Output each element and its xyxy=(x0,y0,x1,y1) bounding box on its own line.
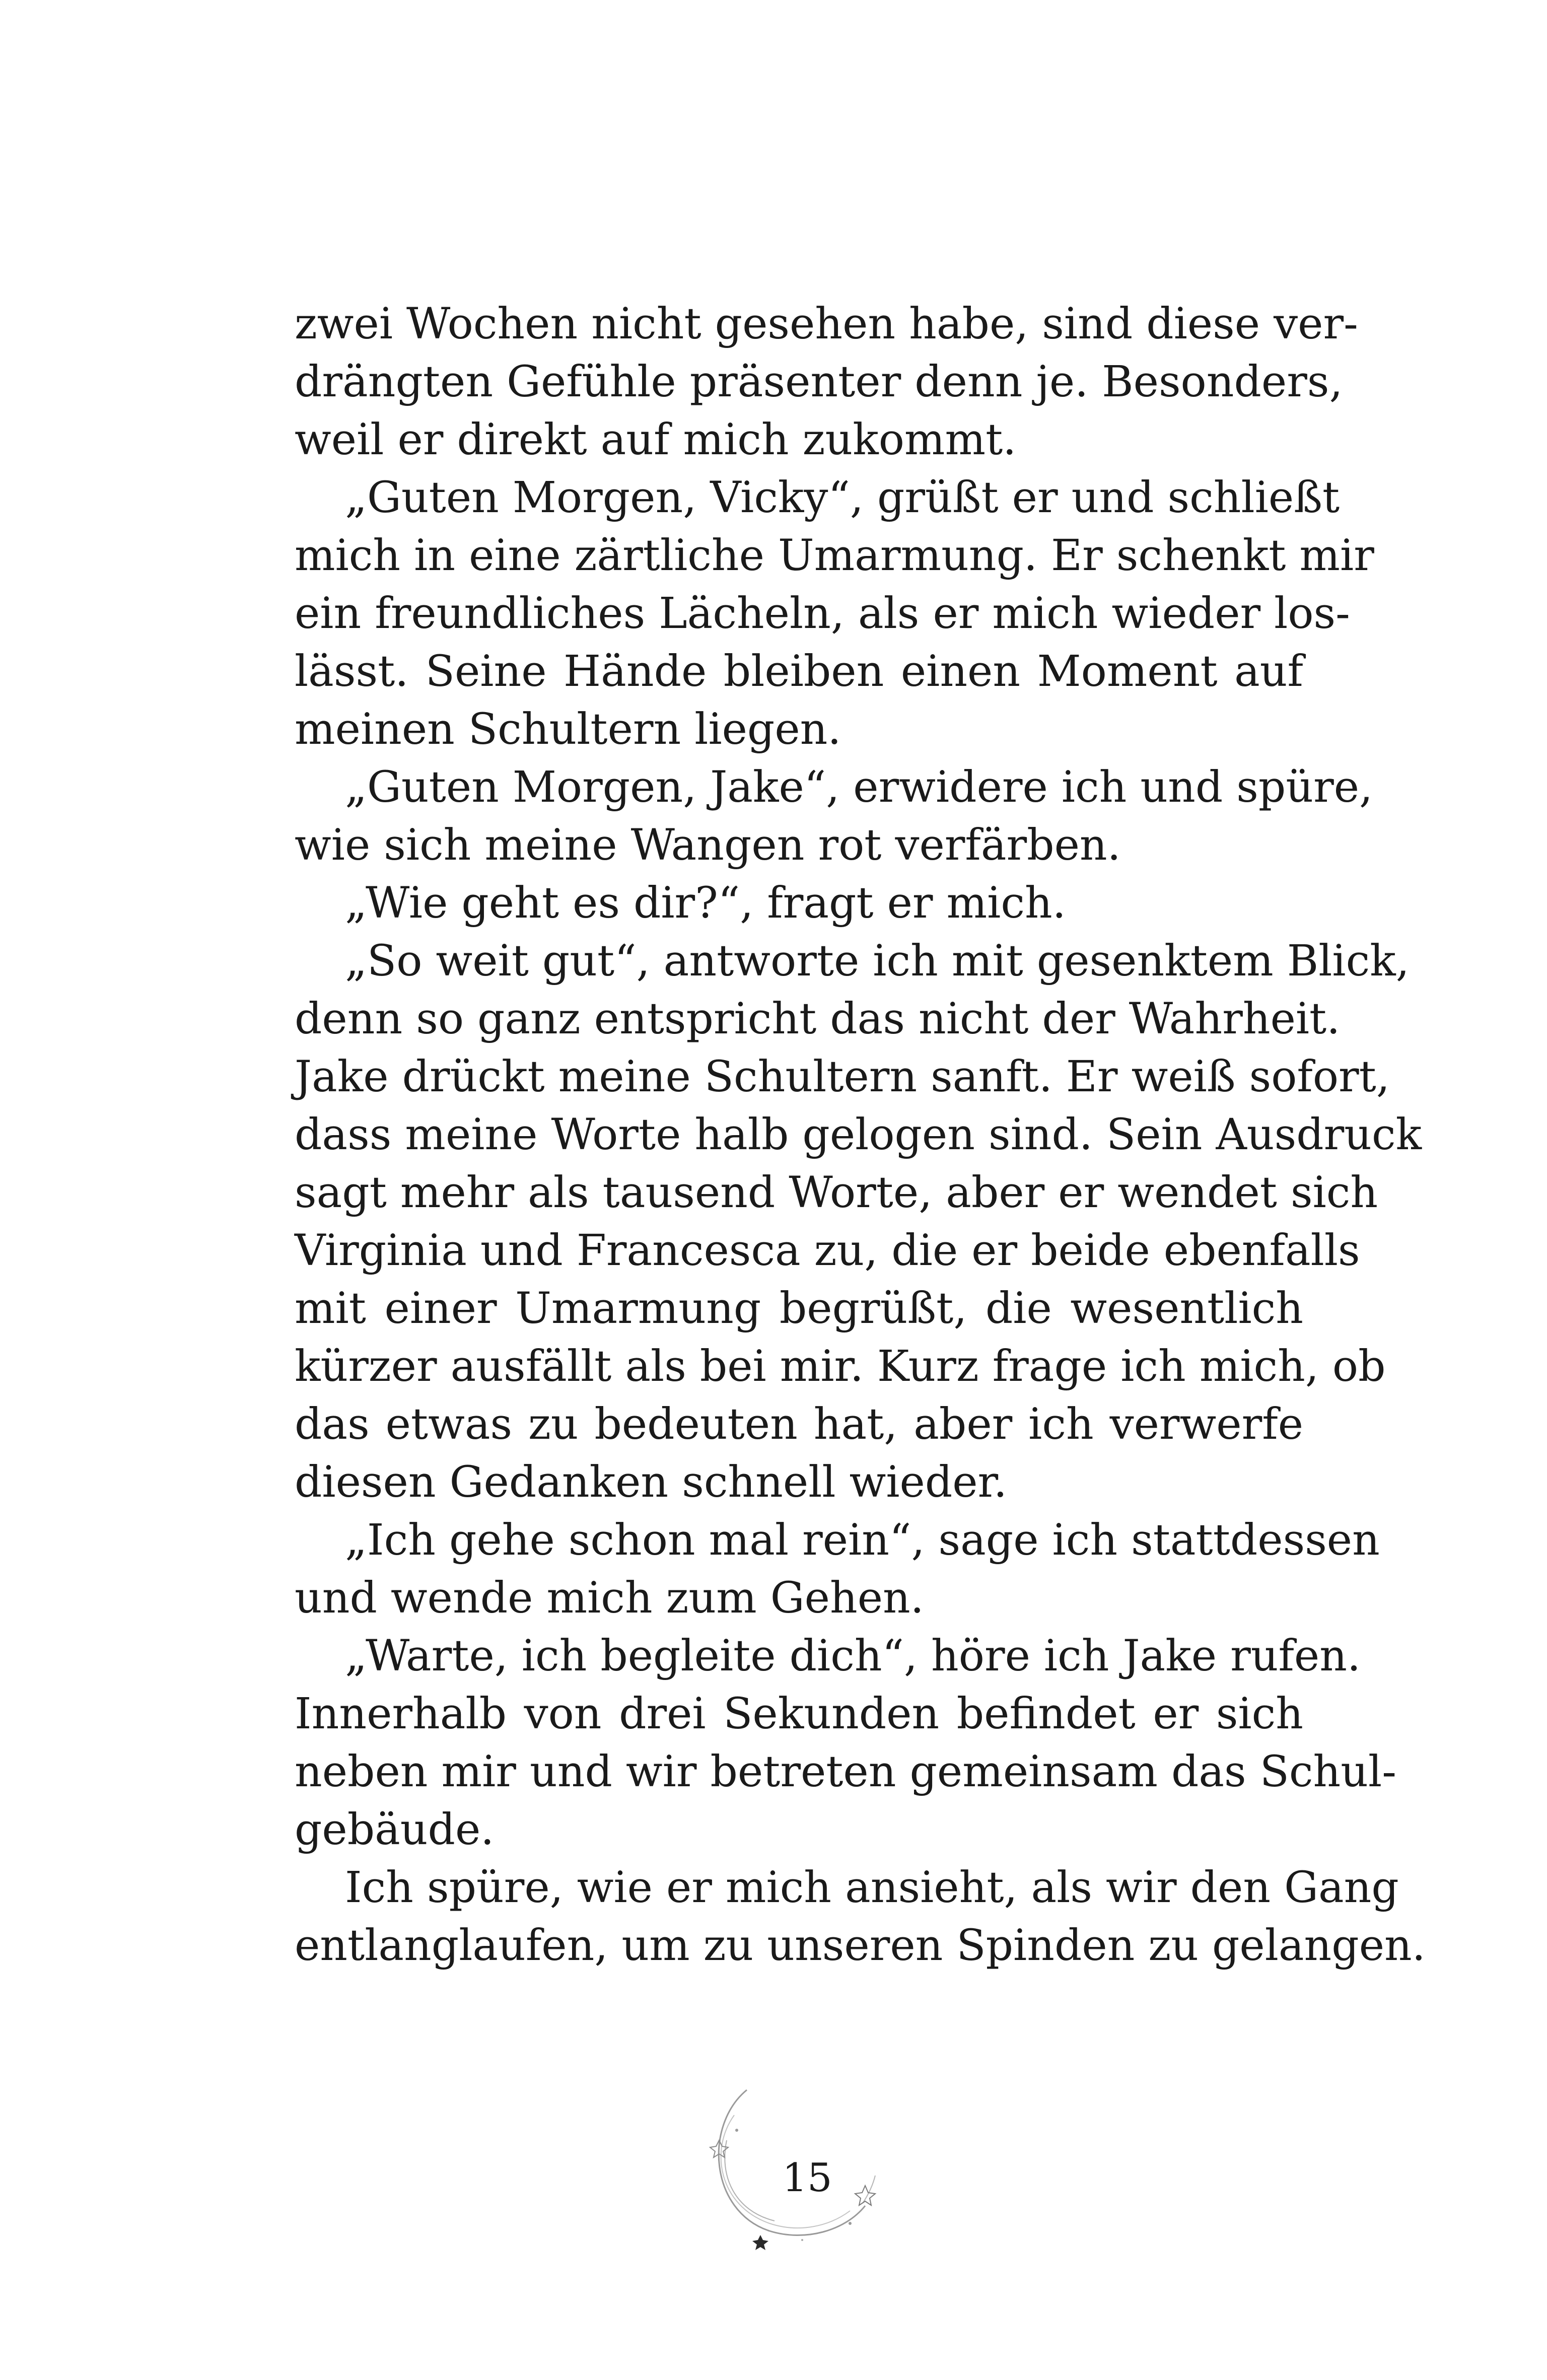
text-line: „Wie geht es dir?“, fragt er mich. xyxy=(345,878,1066,928)
text-line: zwei Wochen nicht gesehen habe, sind diese ver- xyxy=(295,299,1358,349)
text-line: drängten Gefühle präsenter denn je. Besonders, xyxy=(295,357,1343,407)
page-number: 15 xyxy=(782,2155,832,2201)
text-line: wie sich meine Wangen rot verfärben. xyxy=(295,820,1121,870)
text-line: das etwas zu bedeuten hat, aber ich verwerfe xyxy=(295,1399,1303,1449)
text-line: mich in eine zärtliche Umarmung. Er schenkt mir xyxy=(295,531,1374,581)
text-line: ein freundliches Lächeln, als er mich wieder los- xyxy=(295,589,1350,639)
text-line: kürzer ausfällt als bei mir. Kurz frage ich mich, ob xyxy=(295,1342,1386,1391)
text-line: dass meine Worte halb gelogen sind. Sein Ausdruck xyxy=(295,1110,1422,1160)
text-line: denn so ganz entspricht das nicht der Wahrheit. xyxy=(295,994,1341,1044)
text-line: „Guten Morgen, Jake“, erwidere ich und spüre, xyxy=(345,762,1373,812)
text-line: „So weit gut“, antworte ich mit gesenktem Blick, xyxy=(345,936,1410,986)
text-line: und wende mich zum Gehen. xyxy=(295,1573,924,1623)
text-line: Virginia und Francesca zu, die er beide ebenfalls xyxy=(295,1226,1360,1276)
text-line: diesen Gedanken schnell wieder. xyxy=(295,1457,1007,1507)
text-line: mit einer Umarmung begrüßt, die wesentlich xyxy=(295,1284,1303,1334)
text-line: meinen Schultern liegen. xyxy=(295,705,841,754)
text-line: „Warte, ich begleite dich“, höre ich Jake rufen. xyxy=(345,1631,1361,1681)
text-line: neben mir und wir betreten gemeinsam das Schul- xyxy=(295,1747,1396,1797)
text-line: „Ich gehe schon mal rein“, sage ich stattdessen xyxy=(345,1515,1380,1565)
text-line: lässt. Seine Hände bleiben einen Moment auf xyxy=(295,647,1303,696)
text-line: gebäude. xyxy=(295,1805,495,1855)
text-line: „Guten Morgen, Vicky“, grüßt er und schließt xyxy=(345,473,1340,523)
text-line: entlanglaufen, um zu unseren Spinden zu gelangen. xyxy=(295,1921,1426,1971)
text-line: Jake drückt meine Schultern sanft. Er weiß sofort, xyxy=(295,1052,1390,1102)
text-line: weil er direkt auf mich zukommt. xyxy=(295,415,1017,465)
text-line: sagt mehr als tausend Worte, aber er wendet sich xyxy=(295,1168,1378,1218)
page-footer xyxy=(699,2080,900,2266)
text-line: Innerhalb von drei Sekunden befindet er sich xyxy=(295,1689,1303,1739)
text-line: Ich spüre, wie er mich ansieht, als wir den Gang xyxy=(345,1863,1399,1913)
